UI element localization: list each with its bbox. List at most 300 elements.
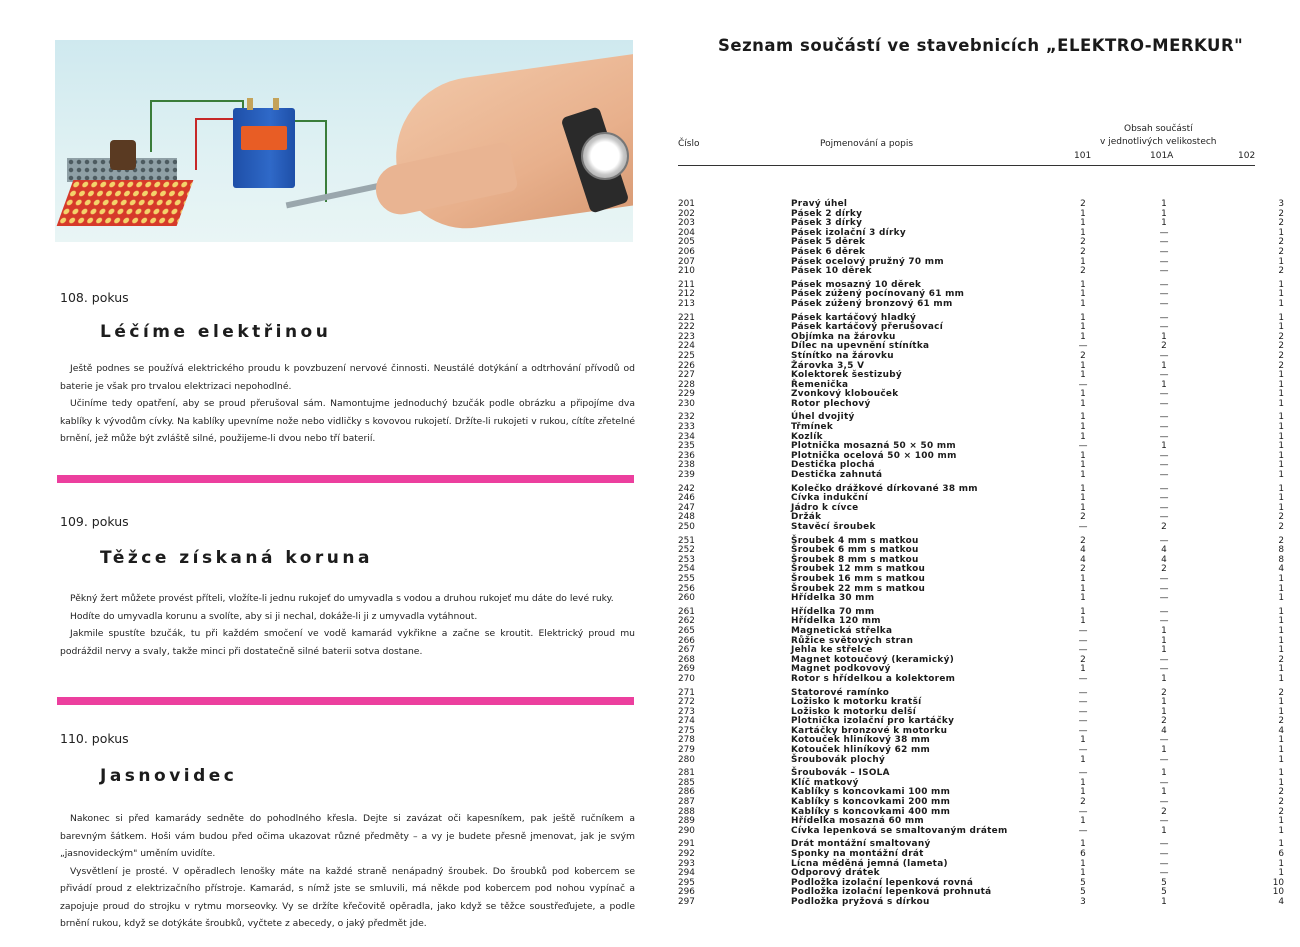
part-name: Šroubovák – ISOLA bbox=[791, 768, 890, 779]
qty-102: 1 bbox=[1278, 735, 1284, 746]
table-row bbox=[678, 493, 1284, 504]
qty-101: 1 bbox=[1080, 331, 1086, 342]
qty-101: 2 bbox=[1080, 535, 1086, 546]
part-number: 211 bbox=[678, 279, 695, 290]
qty-101a: 5 bbox=[1161, 887, 1167, 898]
qty-101: 1 bbox=[1080, 289, 1086, 300]
qty-101a: 1 bbox=[1161, 768, 1167, 779]
qty-102: 2 bbox=[1278, 266, 1284, 277]
qty-102: 8 bbox=[1278, 545, 1284, 556]
experiment-number: 110. pokus bbox=[60, 731, 129, 746]
qty-101: 4 bbox=[1080, 554, 1086, 565]
part-number: 252 bbox=[678, 545, 695, 556]
qty-102: 2 bbox=[1278, 331, 1284, 342]
qty-101a: 1 bbox=[1161, 635, 1167, 646]
qty-102: 1 bbox=[1278, 664, 1284, 675]
qty-101a: — bbox=[1159, 493, 1169, 504]
part-name: Šroubek 8 mm s matkou bbox=[791, 554, 919, 565]
qty-101a: — bbox=[1159, 266, 1169, 277]
part-number: 255 bbox=[678, 573, 695, 584]
qty-101: 1 bbox=[1080, 470, 1086, 481]
qty-101a: — bbox=[1159, 412, 1169, 423]
qty-101a: — bbox=[1159, 573, 1169, 584]
qty-101: 2 bbox=[1080, 797, 1086, 808]
table-row bbox=[678, 289, 1284, 300]
qty-101a: — bbox=[1159, 535, 1169, 546]
part-name: Šroubek 4 mm s matkou bbox=[791, 535, 919, 546]
part-number: 251 bbox=[678, 535, 695, 546]
qty-101: — bbox=[1078, 673, 1088, 684]
part-number: 262 bbox=[678, 616, 695, 627]
part-name: Kablíky s koncovkami 400 mm bbox=[791, 806, 951, 817]
qty-101: 1 bbox=[1080, 583, 1086, 594]
part-name: Magnet kotoučový (keramický) bbox=[791, 654, 955, 665]
part-name: Držák bbox=[791, 512, 822, 523]
qty-102: 1 bbox=[1278, 839, 1284, 850]
header-101: 101 bbox=[1074, 151, 1092, 161]
part-number: 239 bbox=[678, 470, 695, 481]
table-row bbox=[678, 522, 1284, 533]
qty-102: 2 bbox=[1278, 806, 1284, 817]
battery-terminal bbox=[247, 98, 253, 110]
part-name: Plotnička ocelová 50 × 100 mm bbox=[791, 450, 957, 461]
part-number: 242 bbox=[678, 483, 695, 494]
qty-101a: 2 bbox=[1161, 564, 1167, 575]
part-number: 286 bbox=[678, 787, 695, 798]
table-row bbox=[678, 754, 1284, 766]
part-name: Hřídelka 120 mm bbox=[791, 616, 881, 627]
qty-102: 1 bbox=[1278, 754, 1284, 765]
qty-102: 2 bbox=[1278, 687, 1284, 698]
qty-101: — bbox=[1078, 379, 1088, 390]
qty-101a: 1 bbox=[1161, 218, 1167, 229]
qty-102: 2 bbox=[1278, 512, 1284, 523]
part-name: Cívka lepenková se smaltovaným drátem bbox=[791, 825, 1008, 836]
experiment-title: Léčíme elektřinou bbox=[100, 322, 332, 342]
table-row bbox=[678, 573, 1284, 585]
qty-102: 2 bbox=[1278, 360, 1284, 371]
table-row bbox=[678, 583, 1284, 595]
part-name: Podložka pryžová s dírkou bbox=[791, 896, 930, 907]
qty-102: 2 bbox=[1278, 797, 1284, 808]
paragraph: Jakmile spustíte bzučák, tu při každém smočení ve vodě kamarád vykřikne a začne se kroutit. Elektrický proud mu podráždil nervy a svaly, takže minci při dostatečně silné baterii sotva dostane. bbox=[60, 628, 635, 657]
part-number: 207 bbox=[678, 256, 695, 267]
part-name: Rotor s hřídelkou a kolektorem bbox=[791, 673, 956, 684]
qty-101a: — bbox=[1159, 279, 1169, 290]
header-rule bbox=[678, 165, 1255, 166]
table-row bbox=[678, 218, 1284, 229]
qty-101a: 2 bbox=[1161, 522, 1167, 532]
part-number: 204 bbox=[678, 227, 695, 238]
table-row bbox=[678, 839, 1284, 850]
qty-101a: 1 bbox=[1161, 441, 1167, 452]
qty-101: — bbox=[1078, 745, 1088, 756]
qty-101a: 1 bbox=[1161, 625, 1167, 636]
qty-101: 4 bbox=[1080, 545, 1086, 556]
table-row bbox=[678, 470, 1284, 481]
qty-101a: 1 bbox=[1161, 645, 1167, 656]
qty-101: 3 bbox=[1080, 896, 1086, 907]
part-name: Pásek zúžený pocínovaný 61 mm bbox=[791, 289, 965, 300]
table-row bbox=[678, 431, 1284, 443]
part-name: Řemenička bbox=[791, 379, 849, 390]
qty-101a: 4 bbox=[1161, 725, 1167, 736]
qty-102: 1 bbox=[1278, 493, 1284, 504]
part-name: Kolečko drážkové dírkované 38 mm bbox=[791, 483, 978, 494]
qty-101a: — bbox=[1159, 797, 1169, 808]
table-row bbox=[678, 370, 1284, 381]
part-number: 234 bbox=[678, 431, 695, 442]
part-name: Hřídelka 30 mm bbox=[791, 593, 875, 604]
qty-101: — bbox=[1078, 635, 1088, 646]
qty-102: 1 bbox=[1278, 322, 1284, 333]
buzzer-photo bbox=[55, 40, 633, 242]
table-row bbox=[678, 554, 1284, 566]
part-name: Podložka izolační lepenková rovná bbox=[791, 877, 974, 888]
qty-102: 1 bbox=[1278, 431, 1284, 442]
part-name: Hřídelka 70 mm bbox=[791, 606, 875, 617]
table-row bbox=[678, 797, 1284, 808]
qty-101a: 1 bbox=[1161, 896, 1167, 907]
part-number: 289 bbox=[678, 816, 695, 827]
part-name: Třmínek bbox=[791, 422, 834, 433]
part-name: Žárovka 3,5 V bbox=[791, 360, 865, 371]
qty-101: — bbox=[1078, 806, 1088, 817]
qty-102: 1 bbox=[1278, 289, 1284, 300]
part-number: 269 bbox=[678, 664, 695, 675]
table-row bbox=[678, 535, 1284, 547]
qty-102: 1 bbox=[1278, 470, 1284, 481]
table-row bbox=[678, 246, 1284, 258]
table-row bbox=[678, 237, 1284, 248]
part-name: Kablíky s koncovkami 200 mm bbox=[791, 797, 951, 808]
qty-101: 1 bbox=[1080, 816, 1086, 827]
part-number: 274 bbox=[678, 716, 695, 727]
qty-102: 1 bbox=[1278, 858, 1284, 869]
qty-101: 2 bbox=[1080, 350, 1086, 361]
part-name: Pásek 2 dírky bbox=[791, 208, 863, 219]
qty-101: 1 bbox=[1080, 256, 1086, 267]
qty-102: 10 bbox=[1272, 877, 1284, 888]
qty-102: 1 bbox=[1278, 645, 1284, 656]
qty-102: 1 bbox=[1278, 256, 1284, 267]
qty-101a: — bbox=[1159, 858, 1169, 869]
qty-101a: — bbox=[1159, 616, 1169, 627]
qty-101a: — bbox=[1159, 735, 1169, 746]
part-number: 266 bbox=[678, 635, 695, 646]
table-row bbox=[678, 331, 1284, 343]
part-number: 202 bbox=[678, 208, 695, 219]
qty-101a: 5 bbox=[1161, 877, 1167, 888]
qty-101a: — bbox=[1159, 654, 1169, 665]
table-row bbox=[678, 745, 1284, 756]
part-name: Statorové ramínko bbox=[791, 687, 890, 698]
table-row bbox=[678, 298, 1284, 310]
part-number: 280 bbox=[678, 754, 695, 765]
part-number: 205 bbox=[678, 237, 695, 248]
qty-102: 4 bbox=[1278, 896, 1284, 907]
qty-101a: — bbox=[1159, 322, 1169, 333]
qty-102: 3 bbox=[1278, 199, 1284, 209]
part-name: Pásek kartáčový hladký bbox=[791, 312, 917, 323]
qty-101a: — bbox=[1159, 350, 1169, 361]
qty-102: 1 bbox=[1278, 483, 1284, 494]
part-name: Pásek 3 dírky bbox=[791, 218, 863, 229]
table-row bbox=[678, 360, 1284, 372]
qty-101a: 1 bbox=[1161, 745, 1167, 756]
part-name: Jehla ke střelce bbox=[791, 645, 873, 656]
qty-102: 1 bbox=[1278, 502, 1284, 513]
part-number: 201 bbox=[678, 199, 695, 209]
table-row bbox=[678, 735, 1284, 746]
qty-101a: — bbox=[1159, 470, 1169, 481]
qty-102: 1 bbox=[1278, 422, 1284, 433]
part-number: 226 bbox=[678, 360, 695, 371]
qty-101: 2 bbox=[1080, 512, 1086, 523]
green-wire-2 bbox=[295, 120, 327, 202]
part-number: 291 bbox=[678, 839, 695, 850]
part-number: 235 bbox=[678, 441, 695, 452]
qty-101: 1 bbox=[1080, 298, 1086, 309]
part-number: 222 bbox=[678, 322, 695, 333]
qty-101: 1 bbox=[1080, 868, 1086, 879]
table-row bbox=[678, 858, 1284, 870]
qty-101a: — bbox=[1159, 256, 1169, 267]
part-name: Stavěcí šroubek bbox=[791, 522, 876, 532]
part-number: 261 bbox=[678, 606, 695, 617]
qty-101: — bbox=[1078, 687, 1088, 698]
table-row bbox=[678, 654, 1284, 666]
qty-101a: — bbox=[1159, 246, 1169, 257]
part-name: Pásek kartáčový přerušovací bbox=[791, 322, 944, 333]
part-number: 271 bbox=[678, 687, 695, 698]
paragraph: Vysvětlení je prosté. V opěradlech lenošky máte na každé straně nenápadný šroubek. Do šroubků pod kobercem se přivádí proud z elektrizačního přístroje. Kamarád, s nímž jste se smluvili, má někde pod kobercem pod nohou vypínač a zapojuje proud do strojku v rytmu morseovky. Vy se držíte křečovitě opěradla, jako když se těžce soustřeďujete, a podle brnění rukou, když se dotýkáte šroubků, vyčtete z abecedy, o jaký předmět jde. bbox=[60, 865, 635, 929]
table-row bbox=[678, 606, 1284, 618]
qty-101a: — bbox=[1159, 227, 1169, 238]
part-number: 254 bbox=[678, 564, 695, 575]
table-row bbox=[678, 725, 1284, 737]
qty-102: 1 bbox=[1278, 745, 1284, 756]
qty-102: 1 bbox=[1278, 312, 1284, 323]
qty-101: — bbox=[1078, 341, 1088, 352]
part-name: Pásek mosazný 10 děrek bbox=[791, 279, 922, 290]
red-wire bbox=[195, 118, 237, 170]
part-number: 250 bbox=[678, 522, 695, 532]
table-row bbox=[678, 512, 1284, 523]
table-row bbox=[678, 422, 1284, 433]
qty-102: 10 bbox=[1272, 887, 1284, 898]
qty-101: 2 bbox=[1080, 654, 1086, 665]
qty-102: 1 bbox=[1278, 227, 1284, 238]
qty-102: 1 bbox=[1278, 370, 1284, 381]
part-name: Pásek 5 děrek bbox=[791, 237, 866, 248]
qty-101a: 4 bbox=[1161, 554, 1167, 565]
right-page bbox=[650, 0, 1300, 947]
qty-102: 1 bbox=[1278, 412, 1284, 423]
qty-102: 2 bbox=[1278, 654, 1284, 665]
qty-102: 1 bbox=[1278, 379, 1284, 390]
qty-101: 1 bbox=[1080, 370, 1086, 381]
table-row bbox=[678, 279, 1284, 291]
qty-101a: 1 bbox=[1161, 360, 1167, 371]
paragraph: Učiníme tedy opatření, aby se proud přerušoval sám. Namontujme jednoduchý bzučák podle obrázku a připojíme dva kablíky k vývodům cívky. Na kablíky upevníme nože nebo vidličky s kovovou rukojetí. Držíte-li rukojeti v rukou, cítíte zřetelné brnění, jež může být zvláště silné, použijeme-li dvou nebo tří baterií. bbox=[60, 398, 635, 444]
qty-101: 1 bbox=[1080, 389, 1086, 400]
part-name: Magnetická střelka bbox=[791, 625, 893, 636]
qty-101a: — bbox=[1159, 754, 1169, 765]
qty-101: 1 bbox=[1080, 360, 1086, 371]
part-number: 223 bbox=[678, 331, 695, 342]
part-name: Pásek zúžený bronzový 61 mm bbox=[791, 298, 953, 309]
qty-101: — bbox=[1078, 625, 1088, 636]
qty-101a: — bbox=[1159, 450, 1169, 461]
qty-102: 1 bbox=[1278, 777, 1284, 788]
qty-101a: — bbox=[1159, 868, 1169, 879]
part-number: 225 bbox=[678, 350, 695, 361]
qty-101a: — bbox=[1159, 839, 1169, 850]
part-name: Hřídelka mosazná 60 mm bbox=[791, 816, 924, 827]
qty-101a: — bbox=[1159, 816, 1169, 827]
qty-101a: — bbox=[1159, 389, 1169, 400]
qty-101: — bbox=[1078, 522, 1088, 532]
table-row bbox=[678, 896, 1284, 908]
table-row bbox=[678, 441, 1284, 452]
table-row bbox=[678, 716, 1284, 727]
red-perforated-base bbox=[57, 180, 194, 226]
qty-101a: — bbox=[1159, 849, 1169, 859]
qty-102: 4 bbox=[1278, 564, 1284, 575]
part-number: 295 bbox=[678, 877, 695, 888]
part-name: Kotouček hliníkový 62 mm bbox=[791, 745, 931, 756]
part-name: Šroubek 16 mm s matkou bbox=[791, 573, 926, 584]
qty-101a: 2 bbox=[1161, 341, 1167, 352]
part-number: 296 bbox=[678, 887, 695, 898]
experiment-title: Těžce získaná koruna bbox=[100, 548, 373, 568]
qty-102: 1 bbox=[1278, 583, 1284, 594]
part-name: Pásek izolační 3 dírky bbox=[791, 227, 906, 238]
qty-101: 1 bbox=[1080, 322, 1086, 333]
part-number: 290 bbox=[678, 825, 695, 836]
part-name: Kartáčky bronzové k motorku bbox=[791, 725, 948, 736]
table-row bbox=[678, 635, 1284, 647]
qty-101a: — bbox=[1159, 664, 1169, 675]
header-pojmenovani: Pojmenování a popis bbox=[820, 139, 914, 149]
paragraph: Hodíte do umyvadla korunu a svolíte, aby si ji nechal, dokáže-li ji z umyvadla vytáhnout. bbox=[70, 610, 478, 622]
table-row bbox=[678, 616, 1284, 627]
qty-102: 2 bbox=[1278, 341, 1284, 352]
table-row bbox=[678, 706, 1284, 718]
part-name: Šroubek 12 mm s matkou bbox=[791, 564, 926, 575]
qty-101a: — bbox=[1159, 370, 1169, 381]
qty-101a: 1 bbox=[1161, 697, 1167, 708]
qty-101: — bbox=[1078, 645, 1088, 656]
qty-101a: 1 bbox=[1161, 379, 1167, 390]
part-number: 248 bbox=[678, 512, 695, 523]
part-number: 272 bbox=[678, 697, 695, 708]
part-name: Jádro k cívce bbox=[791, 502, 859, 513]
part-name: Odporový drátek bbox=[791, 868, 880, 879]
qty-101: 1 bbox=[1080, 735, 1086, 746]
qty-101: 1 bbox=[1080, 312, 1086, 323]
qty-101: 1 bbox=[1080, 398, 1086, 409]
part-number: 224 bbox=[678, 341, 695, 352]
qty-102: 1 bbox=[1278, 673, 1284, 684]
qty-101a: — bbox=[1159, 237, 1169, 248]
qty-102: 6 bbox=[1278, 849, 1284, 859]
part-name: Pásek ocelový pružný 70 mm bbox=[791, 256, 944, 267]
header-obsah-2: v jednotlivých velikostech bbox=[1100, 137, 1217, 147]
part-number: 246 bbox=[678, 493, 695, 504]
qty-102: 2 bbox=[1278, 218, 1284, 229]
qty-102: 1 bbox=[1278, 635, 1284, 646]
part-number: 247 bbox=[678, 502, 695, 513]
qty-101a: — bbox=[1159, 593, 1169, 604]
qty-102: 2 bbox=[1278, 246, 1284, 257]
qty-101: — bbox=[1078, 441, 1088, 452]
experiment-text bbox=[60, 810, 635, 933]
qty-101a: — bbox=[1159, 606, 1169, 617]
table-row bbox=[678, 412, 1284, 423]
qty-101a: — bbox=[1159, 431, 1169, 442]
table-row bbox=[678, 825, 1284, 837]
qty-101: — bbox=[1078, 825, 1088, 836]
part-number: 288 bbox=[678, 806, 695, 817]
part-number: 221 bbox=[678, 312, 695, 323]
qty-101a: 1 bbox=[1161, 199, 1167, 209]
part-name: Kolektorek šestizubý bbox=[791, 370, 903, 381]
table-row bbox=[678, 625, 1284, 637]
qty-102: 1 bbox=[1278, 593, 1284, 604]
qty-101: 1 bbox=[1080, 606, 1086, 617]
qty-101: — bbox=[1078, 697, 1088, 708]
qty-101a: 2 bbox=[1161, 687, 1167, 698]
qty-101a: 2 bbox=[1161, 806, 1167, 817]
qty-101a: — bbox=[1159, 483, 1169, 494]
paragraph: Nakonec si před kamarády sedněte do pohodlného křesla. Dejte si zavázat oči kapesníkem, pak ještě ručníkem a barevným šátkem. Hoši vám budou před očima ukazovat různé předměty – a vy je budete přesně jmenovat, jak je svým „jasnovideckým" uměním uvidíte. bbox=[60, 813, 635, 859]
qty-101a: — bbox=[1159, 312, 1169, 323]
part-name: Pravý úhel bbox=[791, 199, 848, 209]
qty-101a: 2 bbox=[1161, 716, 1167, 727]
part-number: 293 bbox=[678, 858, 695, 869]
part-name: Plotnička mosazná 50 × 50 mm bbox=[791, 441, 956, 452]
paragraph: Ještě podnes se používá elektrického proudu k povzbuzení nervové činnosti. Neustálé dotýkání a odtrhování přívodů od baterie je však pro trvalou elektrizaci nepohodlné. bbox=[60, 363, 635, 392]
qty-101a: — bbox=[1159, 460, 1169, 471]
table-row bbox=[678, 768, 1284, 779]
table-row bbox=[678, 545, 1284, 556]
qty-101a: — bbox=[1159, 298, 1169, 309]
part-name: Růžice světových stran bbox=[791, 635, 914, 646]
qty-101: 1 bbox=[1080, 412, 1086, 423]
qty-101: 6 bbox=[1080, 849, 1086, 859]
part-name: Klíč matkový bbox=[791, 777, 859, 788]
qty-101a: 4 bbox=[1161, 545, 1167, 556]
qty-101a: 1 bbox=[1161, 706, 1167, 717]
qty-101: — bbox=[1078, 725, 1088, 736]
table-row bbox=[678, 687, 1284, 699]
qty-101: 1 bbox=[1080, 483, 1086, 494]
part-name: Destička plochá bbox=[791, 460, 875, 471]
table-row bbox=[678, 564, 1284, 575]
qty-102: 1 bbox=[1278, 573, 1284, 584]
qty-101: 2 bbox=[1080, 564, 1086, 575]
qty-101: 2 bbox=[1080, 266, 1086, 277]
table-row bbox=[678, 502, 1284, 514]
qty-102: 4 bbox=[1278, 725, 1284, 736]
qty-102: 1 bbox=[1278, 441, 1284, 452]
part-number: 281 bbox=[678, 768, 695, 779]
part-name: Kotouček hliníkový 38 mm bbox=[791, 735, 931, 746]
qty-101: 1 bbox=[1080, 422, 1086, 433]
qty-101a: 1 bbox=[1161, 331, 1167, 342]
